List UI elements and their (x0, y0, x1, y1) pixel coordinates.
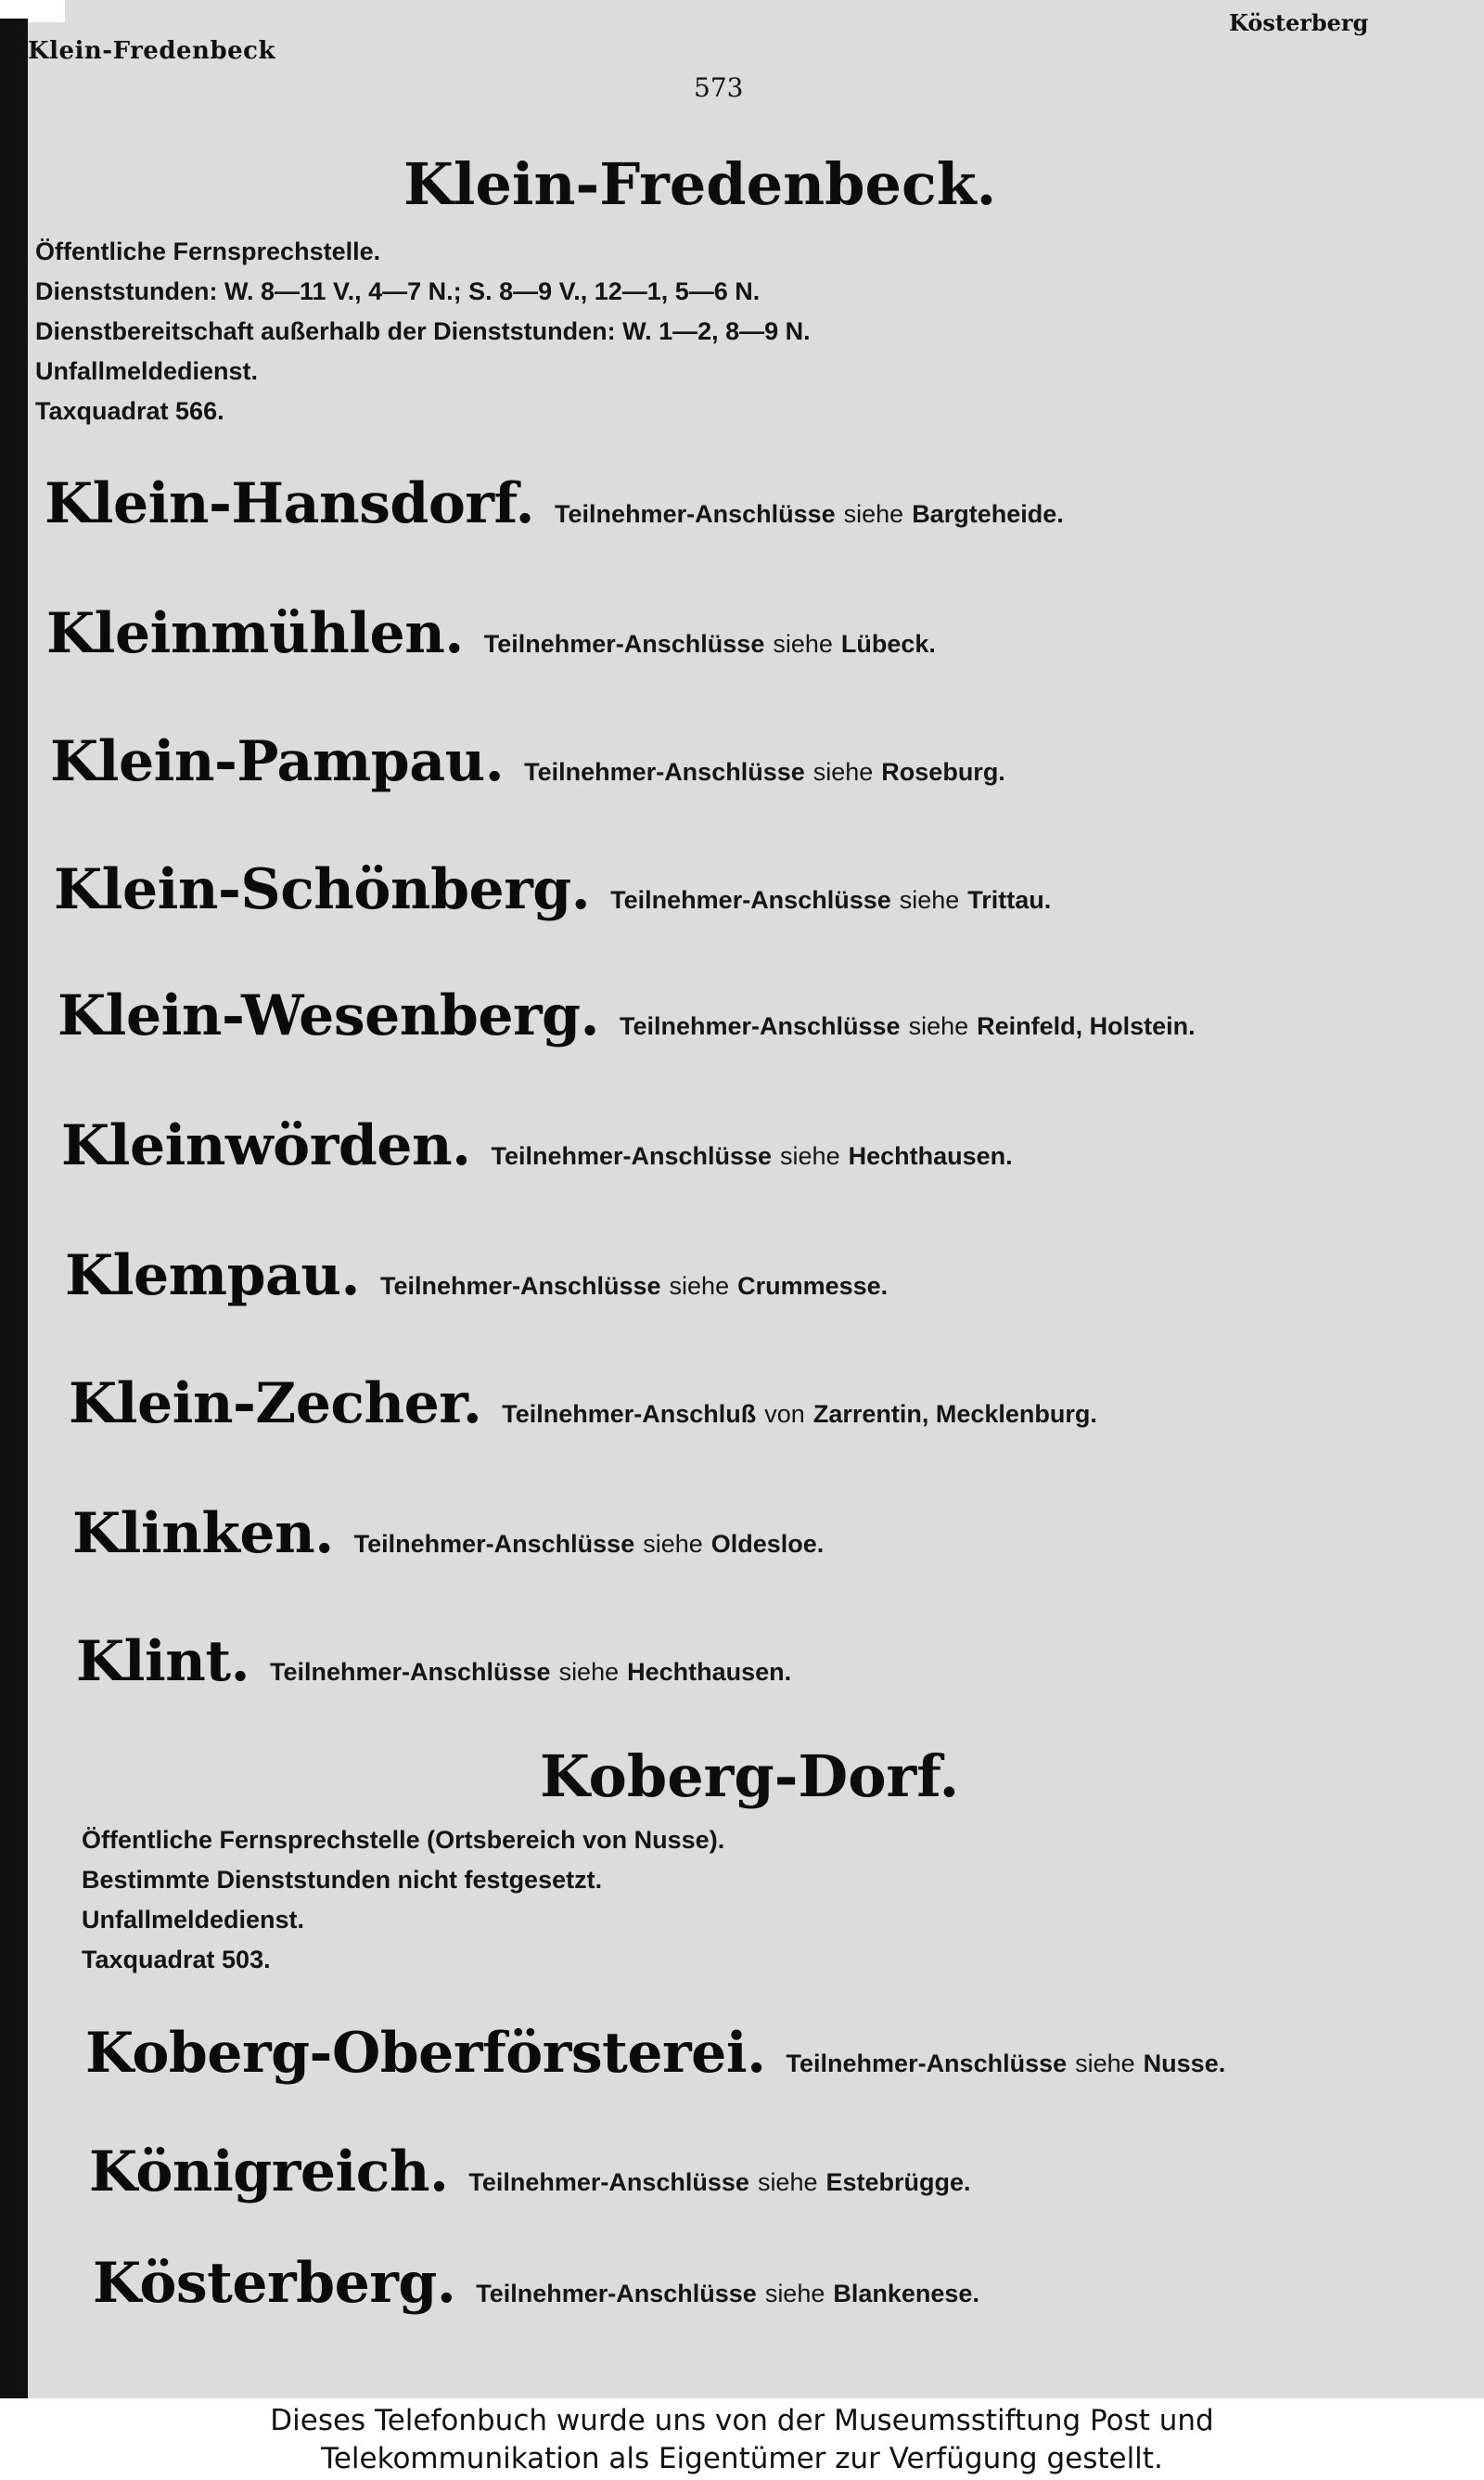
entry-reference (555, 500, 1064, 529)
info-line: Dienstbereitschaft außerhalb der Dienststunden: W. 1—2, 8—9 N. (35, 317, 811, 345)
entry-target: Reinfeld, Holstein. (977, 1012, 1196, 1040)
entry-target: Crummesse. (737, 1272, 889, 1300)
entry-target: Blankenese. (833, 2280, 979, 2307)
entry-label: Teilnehmer-Anschlüsse (476, 2280, 757, 2307)
scan-binding-edge (0, 19, 28, 2398)
entry-reference (502, 1400, 1097, 1429)
directory-entry (58, 983, 1196, 1048)
entry-reference (787, 2050, 1226, 2078)
entry-connector: siehe (1075, 2050, 1135, 2077)
archive-footer (0, 2398, 1484, 2480)
entry-target: Hechthausen. (848, 1142, 1013, 1170)
page-number: 573 (694, 72, 744, 103)
info-line: Öffentliche Fernsprechstelle. (35, 238, 381, 265)
entry-place-name: Kleinmühlen. (46, 601, 464, 666)
entry-connector: siehe (643, 1530, 703, 1558)
entry-target: Hechthausen. (627, 1658, 792, 1686)
entry-connector: siehe (669, 1272, 730, 1300)
directory-entry (93, 2251, 979, 2316)
entry-connector: siehe (558, 1658, 620, 1686)
entry-label: Teilnehmer-Anschlüsse (555, 500, 836, 528)
entry-place-name: Klein-Pampau. (50, 729, 505, 794)
entry-target: Roseburg. (881, 758, 1005, 786)
entry-reference (354, 1530, 825, 1559)
entry-reference (468, 2168, 970, 2197)
directory-entry (65, 1243, 888, 1308)
footer-line: Dieses Telefonbuch wurde uns von der Museumsstiftung Post und (270, 2404, 1214, 2437)
entry-reference (476, 2280, 979, 2308)
entry-label: Teilnehmer-Anschlüsse (619, 1012, 901, 1040)
info-line: Unfallmeldedienst. (82, 1906, 305, 1934)
entry-place-name: Klein-Hansdorf. (45, 471, 535, 536)
directory-entry (45, 471, 1064, 536)
directory-entry (89, 2139, 971, 2204)
entry-place-name: Koberg-Oberförsterei. (85, 2021, 766, 2086)
info-line: Öffentliche Fernsprechstelle (Ortsbereich von Nusse). (82, 1826, 725, 1854)
section-title: Koberg-Dorf. (540, 1742, 960, 1810)
entry-label: Teilnehmer-Anschlüsse (269, 1658, 551, 1686)
entry-reference (620, 1012, 1196, 1041)
info-line: Taxquadrat 566. (35, 397, 224, 425)
directory-entry (54, 857, 1051, 922)
entry-label: Teilnehmer-Anschlüsse (610, 886, 891, 914)
entry-label: Teilnehmer-Anschlüsse (379, 1272, 661, 1300)
entry-target: Zarrentin, Mecklenburg. (812, 1400, 1097, 1428)
entry-target: Oldesloe. (710, 1530, 825, 1558)
entry-reference (270, 1658, 791, 1687)
entry-reference (524, 758, 1005, 787)
entry-place-name: Klinken. (72, 1501, 334, 1566)
entry-label: Teilnehmer-Anschluß (502, 1400, 757, 1428)
entry-label: Teilnehmer-Anschlüsse (491, 1142, 773, 1170)
entry-connector: siehe (773, 630, 833, 658)
entry-target: Estebrügge. (825, 2168, 971, 2196)
entry-place-name: Klein-Schönberg. (54, 857, 591, 922)
entry-connector: siehe (908, 1012, 969, 1040)
entry-reference (484, 630, 936, 659)
directory-entry (61, 1113, 1013, 1178)
entry-connector: von (764, 1400, 805, 1428)
entry-reference (491, 1142, 1012, 1171)
entry-connector: siehe (843, 500, 904, 528)
entry-target: Nusse. (1143, 2050, 1226, 2077)
entry-place-name: Klint. (76, 1629, 249, 1694)
section-info (35, 232, 811, 431)
directory-entry (76, 1629, 791, 1694)
directory-entry (46, 601, 936, 666)
info-line: Dienststunden: W. 8—11 V., 4—7 N.; S. 8—9 V., 12—1, 5—6 N. (35, 277, 761, 305)
entry-label: Teilnehmer-Anschlüsse (353, 1530, 635, 1558)
running-head-left: Klein-Fredenbeck (28, 37, 276, 65)
entry-place-name: Kösterberg. (93, 2251, 456, 2316)
entry-label: Teilnehmer-Anschlüsse (468, 2168, 749, 2196)
entry-place-name: Klein-Zecher. (69, 1371, 482, 1436)
entry-connector: siehe (780, 1142, 840, 1170)
entry-place-name: Kleinwörden. (61, 1113, 471, 1178)
entry-target: Bargteheide. (912, 500, 1064, 528)
info-line: Taxquadrat 503. (82, 1946, 271, 1973)
entry-place-name: Klempau. (65, 1243, 360, 1308)
directory-entry (69, 1371, 1097, 1436)
directory-entry (72, 1501, 824, 1566)
entry-place-name: Klein-Wesenberg. (58, 983, 599, 1048)
entry-label: Teilnehmer-Anschlüsse (786, 2050, 1068, 2077)
entry-label: Teilnehmer-Anschlüsse (483, 630, 765, 658)
entry-reference (380, 1272, 888, 1301)
entry-target: Trittau. (967, 886, 1052, 914)
entry-place-name: Königreich. (89, 2139, 449, 2204)
entry-target: Lübeck. (840, 630, 936, 658)
running-head-right: Kösterberg (1229, 9, 1369, 36)
entry-connector: siehe (899, 886, 960, 914)
directory-entry (50, 729, 1005, 794)
entry-connector: siehe (757, 2168, 818, 2196)
section-title: Klein-Fredenbeck. (403, 150, 997, 218)
directory-entry (85, 2021, 1225, 2086)
info-line: Bestimmte Dienststunden nicht festgesetzt. (82, 1866, 603, 1894)
info-line: Unfallmeldedienst. (35, 357, 259, 385)
entry-label: Teilnehmer-Anschlüsse (524, 758, 805, 786)
entry-reference (610, 886, 1051, 915)
section-info (82, 1820, 724, 1980)
entry-connector: siehe (812, 758, 874, 786)
entry-connector: siehe (764, 2280, 825, 2307)
footer-line: Telekommunikation als Eigentümer zur Verfügung gestellt. (321, 2442, 1163, 2475)
